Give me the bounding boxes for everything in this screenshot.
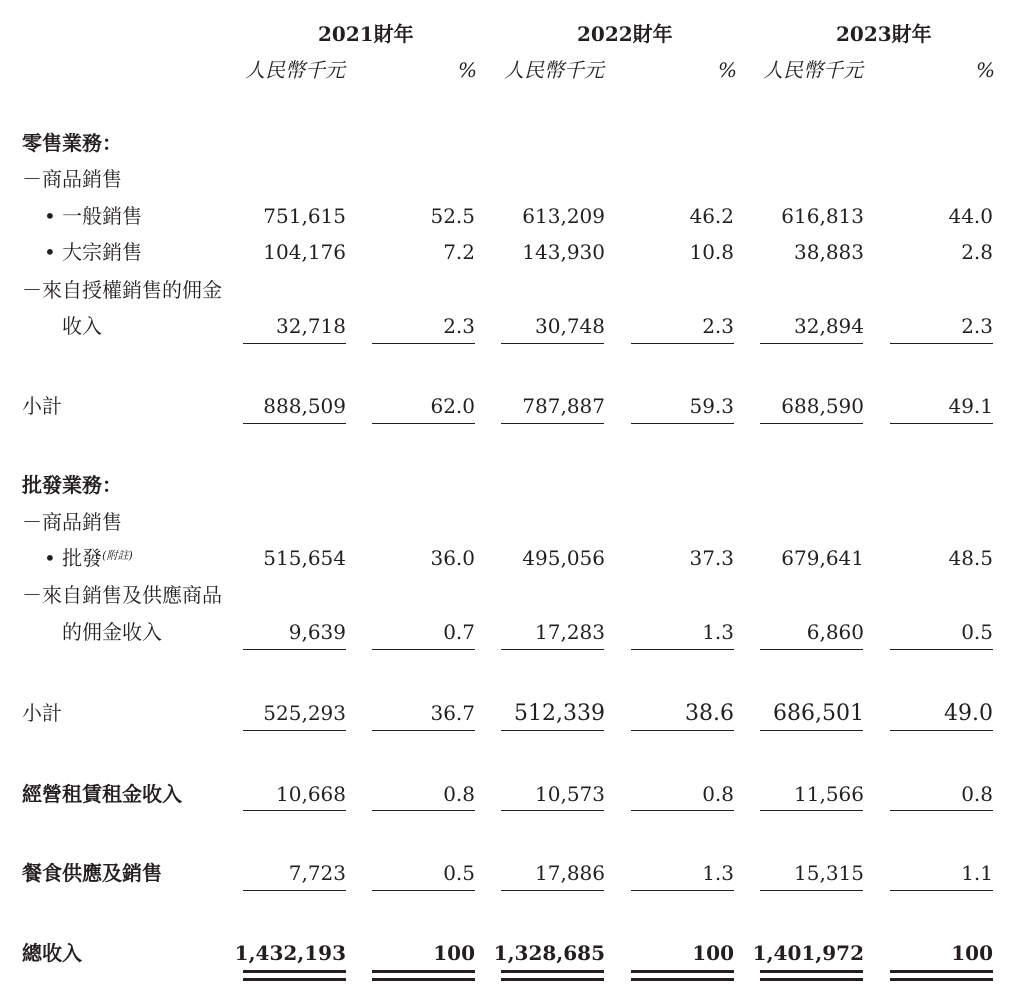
section-label-wholesale: 批發業務： <box>22 473 122 497</box>
column-rule <box>501 343 604 344</box>
total-double-rule <box>501 978 604 981</box>
cell-value: 36.7 <box>430 701 475 725</box>
total-double-rule <box>372 978 475 981</box>
cell-value: 32,718 <box>276 314 346 338</box>
total-cell-value: 100 <box>692 941 734 965</box>
cell-value: 32,894 <box>794 314 864 338</box>
row-label-wholesale-item <box>44 548 133 568</box>
column-rule <box>631 343 734 344</box>
total-double-rule <box>760 970 863 973</box>
column-rule <box>372 649 475 650</box>
cell-value: 1.1 <box>961 861 993 885</box>
cell-value: 616,813 <box>781 204 864 228</box>
cell-value: 59.3 <box>689 394 734 418</box>
year-header-2021: 2021財年 <box>318 22 414 46</box>
total-double-rule <box>760 978 863 981</box>
column-rule <box>631 730 734 731</box>
cell-value: 2.8 <box>961 240 993 264</box>
cell-value: 512,339 <box>514 701 605 726</box>
cell-value: 10,573 <box>535 782 605 806</box>
column-rule <box>243 730 346 731</box>
subtotal-label: 小計 <box>22 394 62 418</box>
column-rule <box>760 423 863 424</box>
column-rule <box>372 423 475 424</box>
column-rule <box>760 649 863 650</box>
cell-value: 613,209 <box>522 204 605 228</box>
cell-value: 2.3 <box>702 314 734 338</box>
column-rule <box>890 343 993 344</box>
cell-value: 787,887 <box>522 394 605 418</box>
cell-value: 38,883 <box>794 240 864 264</box>
row-label-catering: 餐食供應及銷售 <box>22 861 162 885</box>
row-label: －來自授權銷售的佣金 <box>22 278 222 302</box>
cell-value: 2.3 <box>961 314 993 338</box>
section-label-retail: 零售業務： <box>22 131 122 155</box>
column-rule <box>631 423 734 424</box>
row-label: －來自銷售及供應商品 <box>22 583 222 607</box>
cell-value: 17,283 <box>535 620 605 644</box>
cell-value: 751,615 <box>263 204 346 228</box>
column-rule <box>890 649 993 650</box>
cell-value: 6,860 <box>806 620 864 644</box>
cell-value: 7.2 <box>443 240 475 264</box>
cell-value: 11,566 <box>794 782 864 806</box>
cell-value: 495,056 <box>522 546 605 570</box>
total-cell-value: 1,432,193 <box>234 941 346 965</box>
year-header-2023: 2023財年 <box>836 22 932 46</box>
total-double-rule <box>243 970 346 973</box>
cell-value: 9,639 <box>288 620 346 644</box>
column-rule <box>501 890 604 891</box>
row-label: －商品銷售 <box>22 167 122 191</box>
total-cell-value: 100 <box>433 941 475 965</box>
column-rule <box>631 649 734 650</box>
cell-value: 46.2 <box>689 204 734 228</box>
cell-value: 688,590 <box>781 394 864 418</box>
column-rule <box>372 343 475 344</box>
cell-value: 0.8 <box>702 782 734 806</box>
column-rule <box>501 810 604 811</box>
total-double-rule <box>890 978 993 981</box>
unit-pct-2021: % <box>458 58 478 82</box>
cell-value: 10.8 <box>689 240 734 264</box>
cell-value: 30,748 <box>535 314 605 338</box>
cell-value: 37.3 <box>689 546 734 570</box>
total-cell-value: 1,328,685 <box>493 941 605 965</box>
subtotal-label: 小計 <box>22 701 62 725</box>
cell-value: 2.3 <box>443 314 475 338</box>
cell-value: 686,501 <box>773 701 864 726</box>
cell-value: 888,509 <box>263 394 346 418</box>
column-rule <box>501 730 604 731</box>
cell-value: 44.0 <box>948 204 993 228</box>
column-rule <box>890 730 993 731</box>
cell-value: 36.0 <box>430 546 475 570</box>
column-rule <box>243 343 346 344</box>
column-rule <box>501 649 604 650</box>
row-label: • 大宗銷售 <box>44 240 143 264</box>
cell-value: 515,654 <box>263 546 346 570</box>
year-header-2022: 2022財年 <box>577 22 673 46</box>
cell-value: 1.3 <box>702 620 734 644</box>
cell-value: 0.8 <box>443 782 475 806</box>
column-rule <box>890 810 993 811</box>
total-cell-value: 1,401,972 <box>752 941 864 965</box>
unit-pct-2023: % <box>976 58 996 82</box>
row-label: －商品銷售 <box>22 510 122 534</box>
cell-value: 38.6 <box>685 701 734 726</box>
total-double-rule <box>243 978 346 981</box>
unit-rmb-2023: 人民幣千元 <box>763 58 863 82</box>
row-label: 的佣金收入 <box>62 620 162 644</box>
cell-value: 17,886 <box>535 861 605 885</box>
column-rule <box>631 890 734 891</box>
cell-value: 525,293 <box>263 701 346 725</box>
column-rule <box>890 890 993 891</box>
column-rule <box>243 890 346 891</box>
total-cell-value: 100 <box>951 941 993 965</box>
column-rule <box>243 423 346 424</box>
total-double-rule <box>631 978 734 981</box>
cell-value: 143,930 <box>522 240 605 264</box>
cell-value: 0.5 <box>961 620 993 644</box>
cell-value: 10,668 <box>276 782 346 806</box>
cell-value: 49.1 <box>948 394 993 418</box>
total-double-rule <box>501 970 604 973</box>
column-rule <box>760 343 863 344</box>
unit-rmb-2021: 人民幣千元 <box>245 58 345 82</box>
cell-value: 49.0 <box>944 701 993 726</box>
cell-value: 7,723 <box>288 861 346 885</box>
row-label: 收入 <box>62 314 102 338</box>
unit-pct-2022: % <box>718 58 738 82</box>
column-rule <box>760 890 863 891</box>
column-rule <box>760 810 863 811</box>
note-marker: (附註) <box>102 549 133 562</box>
cell-value: 0.5 <box>443 861 475 885</box>
cell-value: 48.5 <box>948 546 993 570</box>
column-rule <box>890 423 993 424</box>
total-double-rule <box>631 970 734 973</box>
unit-rmb-2022: 人民幣千元 <box>504 58 604 82</box>
row-label: • 一般銷售 <box>44 204 143 228</box>
cell-value: 104,176 <box>263 240 346 264</box>
cell-value: 0.7 <box>443 620 475 644</box>
row-label: • 批發 <box>44 546 103 570</box>
cell-value: 0.8 <box>961 782 993 806</box>
cell-value: 15,315 <box>794 861 864 885</box>
cell-value: 52.5 <box>430 204 475 228</box>
row-label-total: 總收入 <box>22 941 82 965</box>
column-rule <box>372 810 475 811</box>
cell-value: 62.0 <box>430 394 475 418</box>
column-rule <box>760 730 863 731</box>
column-rule <box>243 649 346 650</box>
total-double-rule <box>890 970 993 973</box>
column-rule <box>243 810 346 811</box>
total-double-rule <box>372 970 475 973</box>
column-rule <box>372 730 475 731</box>
row-label-lease-income: 經營租賃租金收入 <box>22 782 182 806</box>
column-rule <box>631 810 734 811</box>
cell-value: 1.3 <box>702 861 734 885</box>
column-rule <box>372 890 475 891</box>
cell-value: 679,641 <box>781 546 864 570</box>
column-rule <box>501 423 604 424</box>
